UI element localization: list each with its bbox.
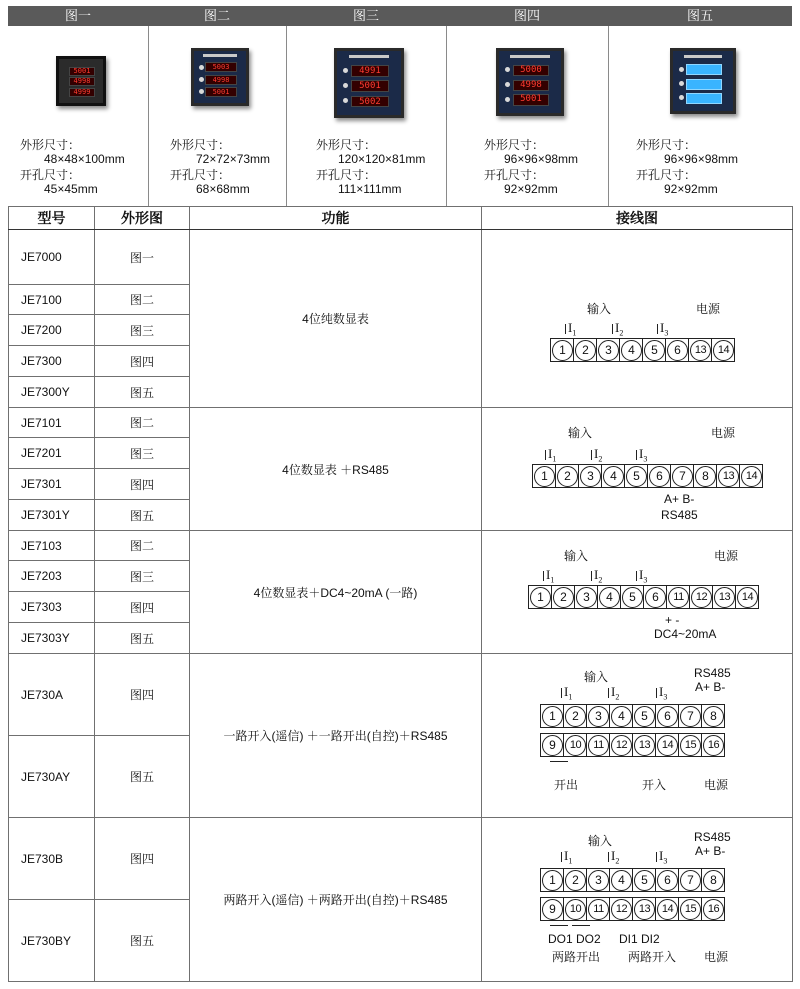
terminal-number: 5 [644, 340, 665, 361]
figure-5 [608, 6, 792, 206]
cut-value: 92×92mm [664, 182, 718, 196]
terminal-number: 11 [588, 899, 609, 920]
shape-cell: 图五 [95, 736, 190, 818]
model-cell: JE7103 [9, 531, 95, 561]
wiring-diagram-2 [482, 408, 792, 531]
current-input-label: $I_2$ [594, 567, 603, 585]
terminal-number: 4 [621, 340, 642, 361]
terminal [712, 339, 734, 361]
cut-value: 92×92mm [504, 182, 558, 196]
meter-display-row: 5001 [205, 87, 236, 97]
terminal [587, 898, 610, 920]
terminal-number: 4 [611, 706, 632, 727]
current-input-label: $I_2$ [611, 848, 620, 866]
model-cell: JE730A [9, 654, 95, 736]
terminal [656, 869, 679, 891]
terminal-number: 6 [657, 706, 678, 727]
terminal-number: 14 [741, 466, 762, 487]
wiring-diagram-5 [482, 818, 792, 982]
terminal [679, 898, 702, 920]
terminal-number: 1 [542, 706, 563, 727]
terminal [702, 705, 724, 727]
figure-title: 图二 [148, 6, 286, 26]
terminal-number: 16 [703, 735, 724, 756]
figure-body [8, 26, 148, 206]
table-header-row [9, 207, 793, 230]
cut-label: 开孔尺寸： [484, 168, 545, 182]
dim-label: 外形尺寸： [170, 138, 231, 152]
model-cell: JE7201 [9, 438, 95, 469]
meter-display-row: 5002 [351, 96, 389, 108]
terminal-number: 2 [565, 706, 586, 727]
terminal [740, 465, 762, 487]
terminal [610, 898, 633, 920]
terminal [610, 869, 633, 891]
switch-output-label: 开出 [554, 778, 579, 792]
meter-display-row [686, 93, 722, 104]
terminal-number: 13 [634, 735, 655, 756]
terminal [621, 586, 644, 608]
cut-label: 开孔尺寸： [170, 168, 231, 182]
terminal [679, 734, 702, 756]
wiring-diagram-1 [482, 230, 792, 408]
figure-title: 图四 [446, 6, 608, 26]
shape-cell: 图四 [95, 818, 190, 900]
current-input-label: $I_3$ [639, 567, 648, 585]
shape-cell: 图五 [95, 900, 190, 982]
terminal [564, 734, 587, 756]
terminal-strip [528, 585, 759, 609]
terminal-number: 9 [542, 735, 563, 756]
function-cell: 4位数显表 ＋RS485 [190, 408, 482, 531]
terminal [633, 869, 656, 891]
terminal-number: 12 [611, 899, 632, 920]
terminal [666, 339, 689, 361]
shape-cell: 图四 [95, 654, 190, 736]
rs485-ab-label: A+ B- [695, 844, 726, 858]
wiring-diagram-3 [482, 531, 792, 654]
terminal [671, 465, 694, 487]
terminal-number: 2 [553, 587, 574, 608]
shape-cell: 图一 [95, 230, 190, 285]
terminal-number: 6 [645, 587, 666, 608]
figure-body [286, 26, 446, 206]
terminal-number: 7 [680, 706, 701, 727]
terminal [529, 586, 552, 608]
terminal [579, 465, 602, 487]
terminal-number: 1 [530, 587, 551, 608]
header-shape: 外形图 [95, 207, 190, 230]
terminal-number: 6 [657, 870, 678, 891]
figure-row [8, 6, 792, 206]
terminal [564, 898, 587, 920]
terminal-number: 3 [576, 587, 597, 608]
rs485-ab-label: A+ B- [695, 680, 726, 694]
terminal [574, 339, 597, 361]
terminal-number: 12 [611, 735, 632, 756]
current-input-label: $I_1$ [546, 567, 555, 585]
shape-cell: 图四 [95, 592, 190, 623]
function-cell: 一路开入(遥信) ＋一路开出(自控)＋RS485 [190, 654, 482, 818]
current-input-label: $I_1$ [564, 684, 573, 702]
cut-label: 开孔尺寸： [316, 168, 377, 182]
input-label: 输入 [564, 549, 589, 563]
meter-display-row: 5001 [69, 67, 96, 76]
wiring-cell [482, 531, 793, 654]
digital-output-label: DO1 DO2 [548, 932, 601, 946]
terminal [610, 705, 633, 727]
terminal-number: 1 [534, 466, 555, 487]
figure-4 [446, 6, 609, 206]
meter-image [191, 48, 249, 106]
terminal-number: 15 [680, 899, 701, 920]
analog-output-label: DC4~20mA [654, 627, 717, 641]
rs485-label: RS485 [661, 508, 698, 522]
figure-body [446, 26, 608, 206]
rs485-ab-label: A+ B- [664, 492, 695, 506]
shape-cell: 图五 [95, 623, 190, 654]
terminal [551, 339, 574, 361]
terminal-strip-bottom [540, 733, 725, 757]
terminal-number: 14 [713, 340, 734, 361]
terminal [556, 465, 579, 487]
model-cell: JE7301 [9, 469, 95, 500]
current-input-label: $I_1$ [548, 446, 557, 464]
model-cell: JE730B [9, 818, 95, 900]
analog-polarity-label: + - [665, 613, 680, 627]
digital-input-label: DI1 DI2 [619, 932, 660, 946]
meter-display-row: 4999 [69, 88, 96, 97]
meter-image [496, 48, 564, 116]
terminal-number: 9 [542, 899, 563, 920]
terminal-number: 2 [575, 340, 596, 361]
shape-cell: 图三 [95, 561, 190, 592]
terminal [541, 898, 564, 920]
terminal [587, 869, 610, 891]
dim-label: 外形尺寸： [484, 138, 545, 152]
power-label: 电源 [704, 950, 729, 964]
input-label: 输入 [588, 834, 613, 848]
terminal [633, 705, 656, 727]
terminal-strip-top [540, 704, 725, 728]
cut-label: 开孔尺寸： [20, 168, 81, 182]
terminal-number: 5 [634, 870, 655, 891]
terminal [702, 898, 724, 920]
input-label: 输入 [568, 426, 593, 440]
terminal-number: 14 [657, 735, 678, 756]
terminal [633, 734, 656, 756]
meter-image [334, 48, 404, 118]
shape-cell: 图五 [95, 500, 190, 531]
terminal-number: 8 [703, 870, 724, 891]
terminal-number: 13 [634, 899, 655, 920]
terminal-number: 3 [588, 706, 609, 727]
meter-display-row [686, 64, 722, 75]
terminal-number: 3 [598, 340, 619, 361]
dim-value: 48×48×100mm [44, 152, 125, 166]
terminal [717, 465, 740, 487]
shape-cell: 图四 [95, 346, 190, 377]
shape-cell: 图二 [95, 531, 190, 561]
terminal [689, 339, 712, 361]
header-model: 型号 [9, 207, 95, 230]
terminal-number: 13 [714, 587, 735, 608]
figure-title: 图三 [286, 6, 446, 26]
table-row [9, 818, 793, 900]
terminal-number: 3 [588, 870, 609, 891]
terminal [667, 586, 690, 608]
meter-image [670, 48, 736, 114]
terminal-number: 4 [611, 870, 632, 891]
terminal-number: 12 [691, 587, 712, 608]
function-cell: 4位数显表＋DC4~20mA (一路) [190, 531, 482, 654]
dim-value: 120×120×81mm [338, 152, 426, 166]
current-input-label: $I_2$ [611, 684, 620, 702]
terminal-number: 16 [703, 899, 724, 920]
cut-value: 68×68mm [196, 182, 250, 196]
dim-value: 96×96×98mm [504, 152, 579, 166]
terminal-number: 6 [649, 466, 670, 487]
figure-2 [148, 6, 287, 206]
meter-display-row: 5000 [513, 65, 550, 76]
meter-display-row: 4991 [351, 65, 389, 77]
current-input-label: $I_1$ [564, 848, 573, 866]
shape-cell: 图二 [95, 285, 190, 315]
terminal-number: 4 [603, 466, 624, 487]
terminal [597, 339, 620, 361]
terminal [575, 586, 598, 608]
figure-title: 图五 [608, 6, 792, 26]
input-label: 输入 [587, 302, 612, 316]
terminal [702, 869, 724, 891]
power-label: 电源 [696, 302, 721, 316]
terminal [656, 705, 679, 727]
power-label: 电源 [714, 549, 739, 563]
table-row [9, 531, 793, 561]
model-cell: JE7000 [9, 230, 95, 285]
terminal-number: 7 [680, 870, 701, 891]
terminal [690, 586, 713, 608]
terminal [552, 586, 575, 608]
current-input-label: $I_1$ [568, 320, 577, 338]
dim-value: 96×96×98mm [664, 152, 739, 166]
terminal-number: 11 [668, 587, 689, 608]
function-cell: 两路开入(遥信) ＋两路开出(自控)＋RS485 [190, 818, 482, 982]
terminal [625, 465, 648, 487]
terminal [633, 898, 656, 920]
model-cell: JE730BY [9, 900, 95, 982]
shape-cell: 图五 [95, 377, 190, 408]
terminal [736, 586, 758, 608]
terminal [610, 734, 633, 756]
rs485-label: RS485 [694, 830, 731, 844]
terminal-number: 14 [737, 587, 758, 608]
terminal-strip-bottom [540, 897, 725, 921]
model-cell: JE7200 [9, 315, 95, 346]
table-body [9, 230, 793, 982]
cut-value: 45×45mm [44, 182, 98, 196]
terminal-number: 4 [599, 587, 620, 608]
wiring-diagram-4 [482, 654, 792, 818]
header-function: 功能 [190, 207, 482, 230]
terminal [679, 869, 702, 891]
terminal [656, 898, 679, 920]
figure-body [148, 26, 286, 206]
figure-title: 图一 [8, 6, 148, 26]
terminal [702, 734, 724, 756]
terminal-number: 10 [565, 735, 586, 756]
terminal [541, 705, 564, 727]
switch-input-label: 开入 [642, 778, 667, 792]
terminal-number: 5 [626, 466, 647, 487]
power-label: 电源 [704, 778, 729, 792]
terminal [564, 869, 587, 891]
dim-value: 72×72×73mm [196, 152, 271, 166]
terminal [679, 705, 702, 727]
meter-display-row: 5001 [513, 94, 550, 105]
dim-label: 外形尺寸： [636, 138, 697, 152]
terminal-number: 11 [588, 735, 609, 756]
meter-display-row: 5003 [205, 62, 236, 72]
terminal [656, 734, 679, 756]
terminal [643, 339, 666, 361]
wiring-cell [482, 818, 793, 982]
meter-display-row: 5001 [351, 80, 389, 92]
table-row [9, 654, 793, 736]
current-input-label: $I_3$ [660, 320, 669, 338]
model-cell: JE7100 [9, 285, 95, 315]
terminal [620, 339, 643, 361]
terminal [587, 734, 610, 756]
terminal-number: 13 [718, 466, 739, 487]
spec-table [8, 206, 793, 982]
terminal-number: 8 [695, 466, 716, 487]
model-cell: JE7303 [9, 592, 95, 623]
model-cell: JE7203 [9, 561, 95, 592]
terminal-strip [550, 338, 735, 362]
terminal-number: 2 [565, 870, 586, 891]
terminal [564, 705, 587, 727]
current-input-label: $I_2$ [594, 446, 603, 464]
wiring-cell [482, 654, 793, 818]
terminal [648, 465, 671, 487]
meter-display-row [686, 79, 722, 90]
current-input-label: $I_3$ [639, 446, 648, 464]
terminal [713, 586, 736, 608]
shape-cell: 图三 [95, 315, 190, 346]
cut-value: 111×111mm [338, 182, 402, 196]
meter-image [56, 56, 106, 106]
terminal-number: 6 [667, 340, 688, 361]
terminal-strip-top [540, 868, 725, 892]
model-cell: JE7300 [9, 346, 95, 377]
terminal-number: 2 [557, 466, 578, 487]
figure-1 [8, 6, 149, 206]
current-input-label: $I_2$ [615, 320, 624, 338]
shape-cell: 图二 [95, 408, 190, 438]
model-cell: JE7303Y [9, 623, 95, 654]
dim-label: 外形尺寸： [316, 138, 377, 152]
terminal [587, 705, 610, 727]
terminal-number: 10 [565, 899, 586, 920]
terminal-number: 13 [690, 340, 711, 361]
model-cell: JE7301Y [9, 500, 95, 531]
terminal-number: 5 [634, 706, 655, 727]
function-cell: 4位纯数显表 [190, 230, 482, 408]
shape-cell: 图四 [95, 469, 190, 500]
terminal-number: 1 [552, 340, 573, 361]
terminal-strip [532, 464, 763, 488]
terminal [602, 465, 625, 487]
table-row [9, 408, 793, 438]
terminal [541, 869, 564, 891]
terminal-number: 5 [622, 587, 643, 608]
terminal [541, 734, 564, 756]
terminal-number: 1 [542, 870, 563, 891]
terminal [694, 465, 717, 487]
terminal-number: 3 [580, 466, 601, 487]
meter-display-row: 4998 [513, 80, 550, 91]
shape-cell: 图三 [95, 438, 190, 469]
figure-body [608, 26, 792, 206]
figure-3 [286, 6, 447, 206]
current-input-label: $I_3$ [659, 848, 668, 866]
meter-display-row: 4998 [69, 77, 96, 86]
dim-label: 外形尺寸： [20, 138, 81, 152]
current-input-label: $I_3$ [659, 684, 668, 702]
meter-display-row: 4998 [205, 75, 236, 85]
dual-switch-output-label: 两路开出 [552, 950, 601, 964]
terminal-number: 8 [703, 706, 724, 727]
terminal-number: 7 [672, 466, 693, 487]
terminal [644, 586, 667, 608]
wiring-cell [482, 408, 793, 531]
power-label: 电源 [711, 426, 736, 440]
terminal [598, 586, 621, 608]
terminal-number: 14 [657, 899, 678, 920]
wiring-cell [482, 230, 793, 408]
table-row [9, 230, 793, 285]
terminal [533, 465, 556, 487]
input-label: 输入 [584, 670, 609, 684]
model-cell: JE730AY [9, 736, 95, 818]
model-cell: JE7101 [9, 408, 95, 438]
dual-switch-input-label: 两路开入 [628, 950, 677, 964]
rs485-label: RS485 [694, 666, 731, 680]
terminal-number: 15 [680, 735, 701, 756]
cut-label: 开孔尺寸： [636, 168, 697, 182]
model-cell: JE7300Y [9, 377, 95, 408]
header-wiring: 接线图 [482, 207, 793, 230]
